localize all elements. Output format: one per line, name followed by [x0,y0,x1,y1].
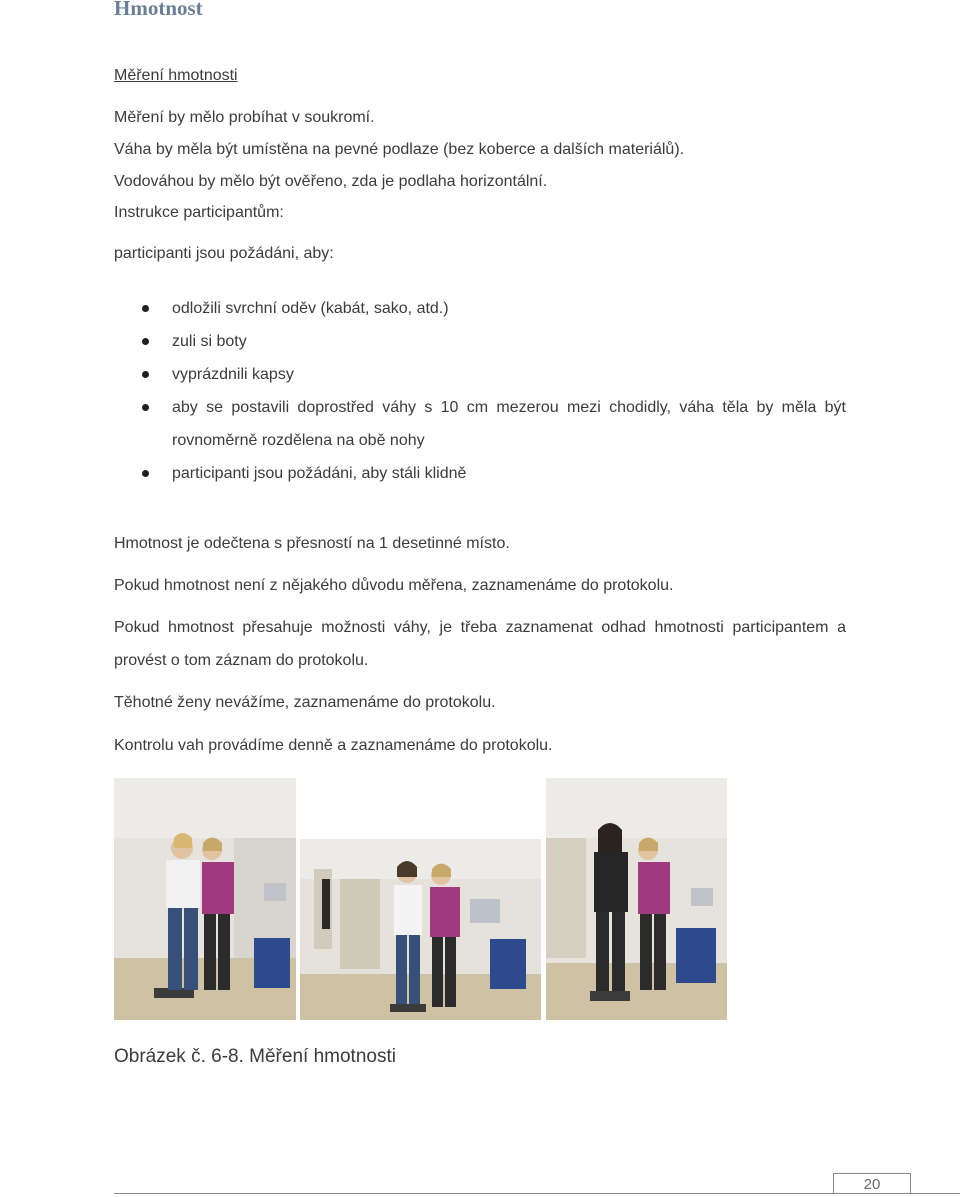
photo-image [114,778,296,1020]
photo-measurement-3 [546,778,727,1020]
list-item: odložili svrchní oděv (kabát, sako, atd.) [140,292,846,325]
list-item: vyprázdnili kapsy [140,358,846,391]
list-item: participanti jsou požádáni, aby stáli klidně [140,457,846,490]
page-number: 20 [833,1173,911,1194]
photo-measurement-1 [114,778,296,1020]
paragraph: Hmotnost je odečtena s přesností na 1 desetinné místo. [114,535,510,552]
list-item: aby se postavili doprostřed váhy s 10 cm mezerou mezi chodidly, váha těla by měla být rovnoměrně rozdělena na obě nohy [140,391,846,457]
section-heading: Hmotnost [114,0,203,20]
intro-line: Vodováhou by mělo být ověřeno, zda je podlaha horizontální. [114,173,548,190]
figure-caption: Obrázek č. 6-8. Měření hmotnosti [114,1046,396,1067]
bullets-intro: participanti jsou požádáni, aby: [114,245,334,262]
photo-image [546,778,727,1020]
intro-line: Váha by měla být umístěna na pevné podlaze (bez koberce a dalších materiálů). [114,141,685,158]
instruction-list [140,292,846,490]
paragraph: Těhotné ženy nevážíme, zaznamenáme do protokolu. [114,694,496,711]
photo-image [300,839,541,1020]
intro-line: Měření by mělo probíhat v soukromí. [114,109,375,126]
intro-line: Instrukce participantům: [114,204,284,221]
paragraph: Pokud hmotnost přesahuje možnosti váhy, je třeba zaznamenat odhad hmotnosti participantem a provést o tom záznam do protokolu. [114,619,846,669]
paragraph: Kontrolu vah provádíme denně a zaznamenáme do protokolu. [114,737,553,754]
paragraph: Pokud hmotnost není z nějakého důvodu měřena, zaznamenáme do protokolu. [114,577,674,594]
subsection-heading: Měření hmotnosti [114,67,238,84]
photo-measurement-2 [300,839,541,1020]
list-item: zuli si boty [140,325,846,358]
